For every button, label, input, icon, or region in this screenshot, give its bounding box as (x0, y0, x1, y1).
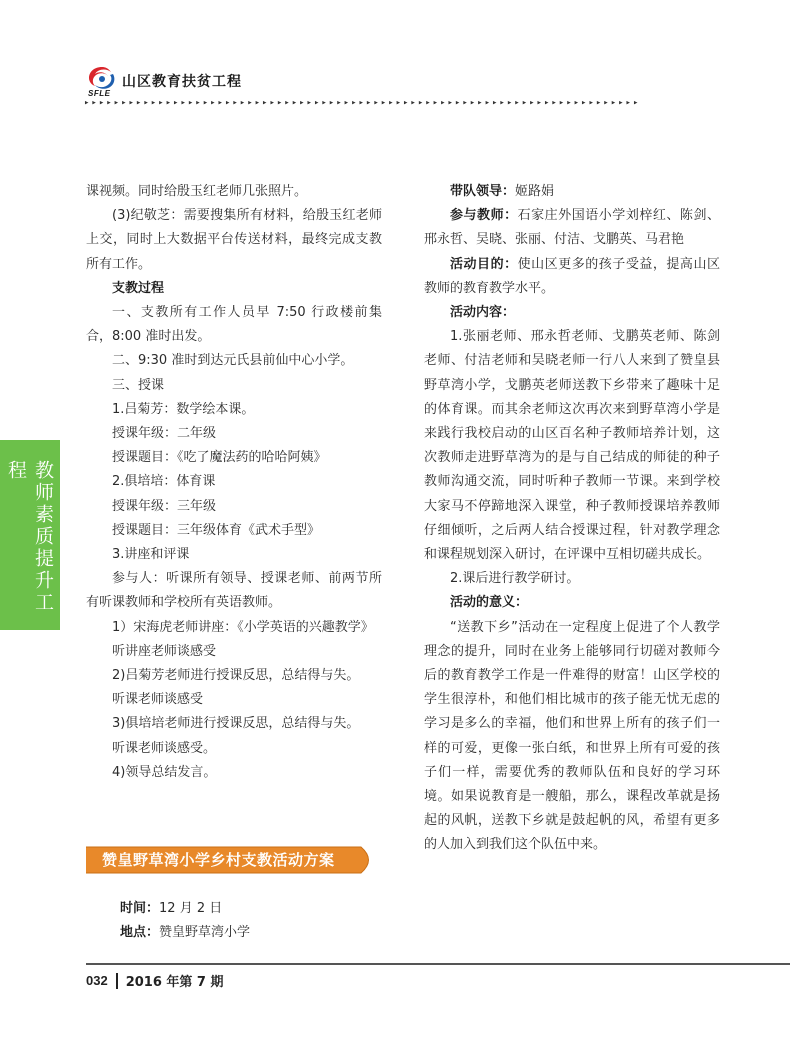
paragraph: 授课年级：三年级 (112, 498, 217, 514)
paragraph: 听课老师谈感受 (112, 692, 204, 708)
time-value: 12 月 2 日 (159, 901, 223, 916)
paragraph: 2)吕菊芳老师进行授课反思，总结得与失。 (112, 668, 360, 684)
leader-label: 带队领导： (450, 184, 516, 199)
paragraph: 听课老师谈感受。 (112, 740, 217, 756)
purpose-label: 活动目的： (450, 256, 518, 272)
page-header (86, 66, 242, 96)
paragraph: 一、支教所有工作人员早 7:50 行政楼前集合，8:00 准时出发。 (86, 305, 382, 345)
place-value: 赞皇野草湾小学 (159, 925, 251, 940)
issue-label: 2016 年第 7 期 (125, 975, 224, 990)
paragraph: 二、9:30 准时到达元氏县前仙中心小学。 (112, 353, 354, 369)
banner-title: 赞皇野草湾小学乡村支教活动方案 (102, 851, 335, 869)
paragraph: 2.课后进行教学研讨。 (450, 571, 580, 587)
paragraph: 参与人：听课所有领导、授课老师、前两节所有听课教师和学校所有英语教师。 (86, 571, 382, 611)
paragraph: 授课题目：三年级体育《武术手型》 (112, 522, 321, 538)
paragraph: 课视频。同时给殷玉红老师几张照片。 (86, 184, 308, 199)
left-column (86, 180, 382, 785)
sfle-logo (86, 66, 118, 96)
logo-text: SFLE (88, 89, 111, 98)
header-dotted-divider: ▸▸▸▸▸▸▸▸▸▸▸▸▸▸▸▸▸▸▸▸▸▸▸▸▸▸▸▸▸▸▸▸▸▸▸▸▸▸▸▸▸▸▸▸▸▸▸▸▸▸▸▸▸▸▸▸▸▸▸▸▸▸▸▸▸▸▸▸▸▸▸▸▸▸▸ (84, 100, 641, 106)
paragraph: 4)领导总结发言。 (112, 764, 217, 780)
right-column (424, 180, 720, 858)
paragraph: “送教下乡”活动在一定程度上促进了个人教学理念的提升，同时在业务上能够同行切磋对教师今后的教育教学工作是一件难得的财富！山区学校的学生很淳朴，和他们相比城市的孩子能无忧无虑的学习是多么的幸福，他们和世界上所有的孩子们一样的可爱，更像一张白纸，和世界上所有可爱的孩子们一样，需要优秀的教师队伍和良好的学习环境。如果说教育是一艘船，那么，课程改革就是扬起的风帆，送教下乡就是鼓起帆的风，希望有更多的人加入到我们这个队伍中来。 (424, 619, 720, 853)
leader-value: 姬路娟 (515, 184, 555, 199)
place-row (120, 921, 380, 945)
paragraph: 授课年级：二年级 (112, 426, 217, 442)
header-title: 山区教育扶贫工程 (122, 74, 242, 90)
paragraph: 1.张丽老师、邢永哲老师、戈鹏英老师、陈剑老师、付洁老师和吴晓老师一行八人来到了赞皇县野草湾小学，戈鹏英老师送教下乡带来了趣味十足的体育课。而其余老师这次再次来到野草湾小学是来践行我校启动的山区百名种子教师培养计划，这次教师走进野草湾为的是与自己结成的师徒的种子教师沟通交流，同时听种子教师一节课。来到学校大家马不停蹄地深入课堂，种子教师授课培养教师仔细倾听，之后两人结合授课过程，针对教学理念和课程规划深入研讨，在评课中互相切磋共成长。 (424, 329, 720, 563)
purpose-value: 使山区更多的孩子受益，提高山区教师的教育教学水平。 (424, 256, 720, 296)
section-banner (86, 843, 376, 877)
paragraph: 听讲座老师谈感受 (112, 643, 217, 659)
paragraph: 三、授课 (112, 377, 165, 393)
section-heading: 支教过程 (112, 280, 165, 296)
content-heading: 活动内容： (450, 305, 516, 321)
time-row (120, 897, 380, 921)
paragraph: 1.吕菊芳：数学绘本课。 (112, 401, 255, 417)
paragraph: 授课题目：《吃了魔法药的哈哈阿姨》 (112, 450, 327, 466)
side-tab-label: 教师素质提升工程 (5, 460, 54, 614)
paragraph: 1）宋海虎老师讲座：《小学英语的兴趣教学》 (112, 619, 374, 635)
footer-divider (86, 963, 790, 965)
page-number: 032 (86, 973, 108, 988)
teachers-value: 石家庄外国语小学刘梓红、陈剑、邢永哲、吴晓、张丽、付洁、戈鹏英、马君艳 (424, 208, 720, 248)
place-label: 地点： (120, 925, 160, 940)
footer-separator (116, 973, 118, 989)
purpose-row (424, 253, 720, 301)
teachers-row (424, 204, 720, 252)
teachers-label: 参与教师： (450, 208, 518, 224)
paragraph: 3)俱培培老师进行授课反思，总结得与失。 (112, 716, 360, 732)
meaning-heading: 活动的意义： (450, 595, 529, 611)
leader-row (424, 180, 720, 204)
paragraph: 2.俱培培：体育课 (112, 474, 216, 490)
paragraph: 3.讲座和评课 (112, 547, 190, 563)
time-label: 时间： (120, 901, 160, 916)
page-footer (86, 971, 224, 990)
section-side-tab (0, 440, 60, 630)
paragraph: (3)纪敬芝：需要搜集所有材料，给殷玉红老师上交，同时上大数据平台传送材料，最终完成支教所有工作。 (86, 208, 382, 272)
